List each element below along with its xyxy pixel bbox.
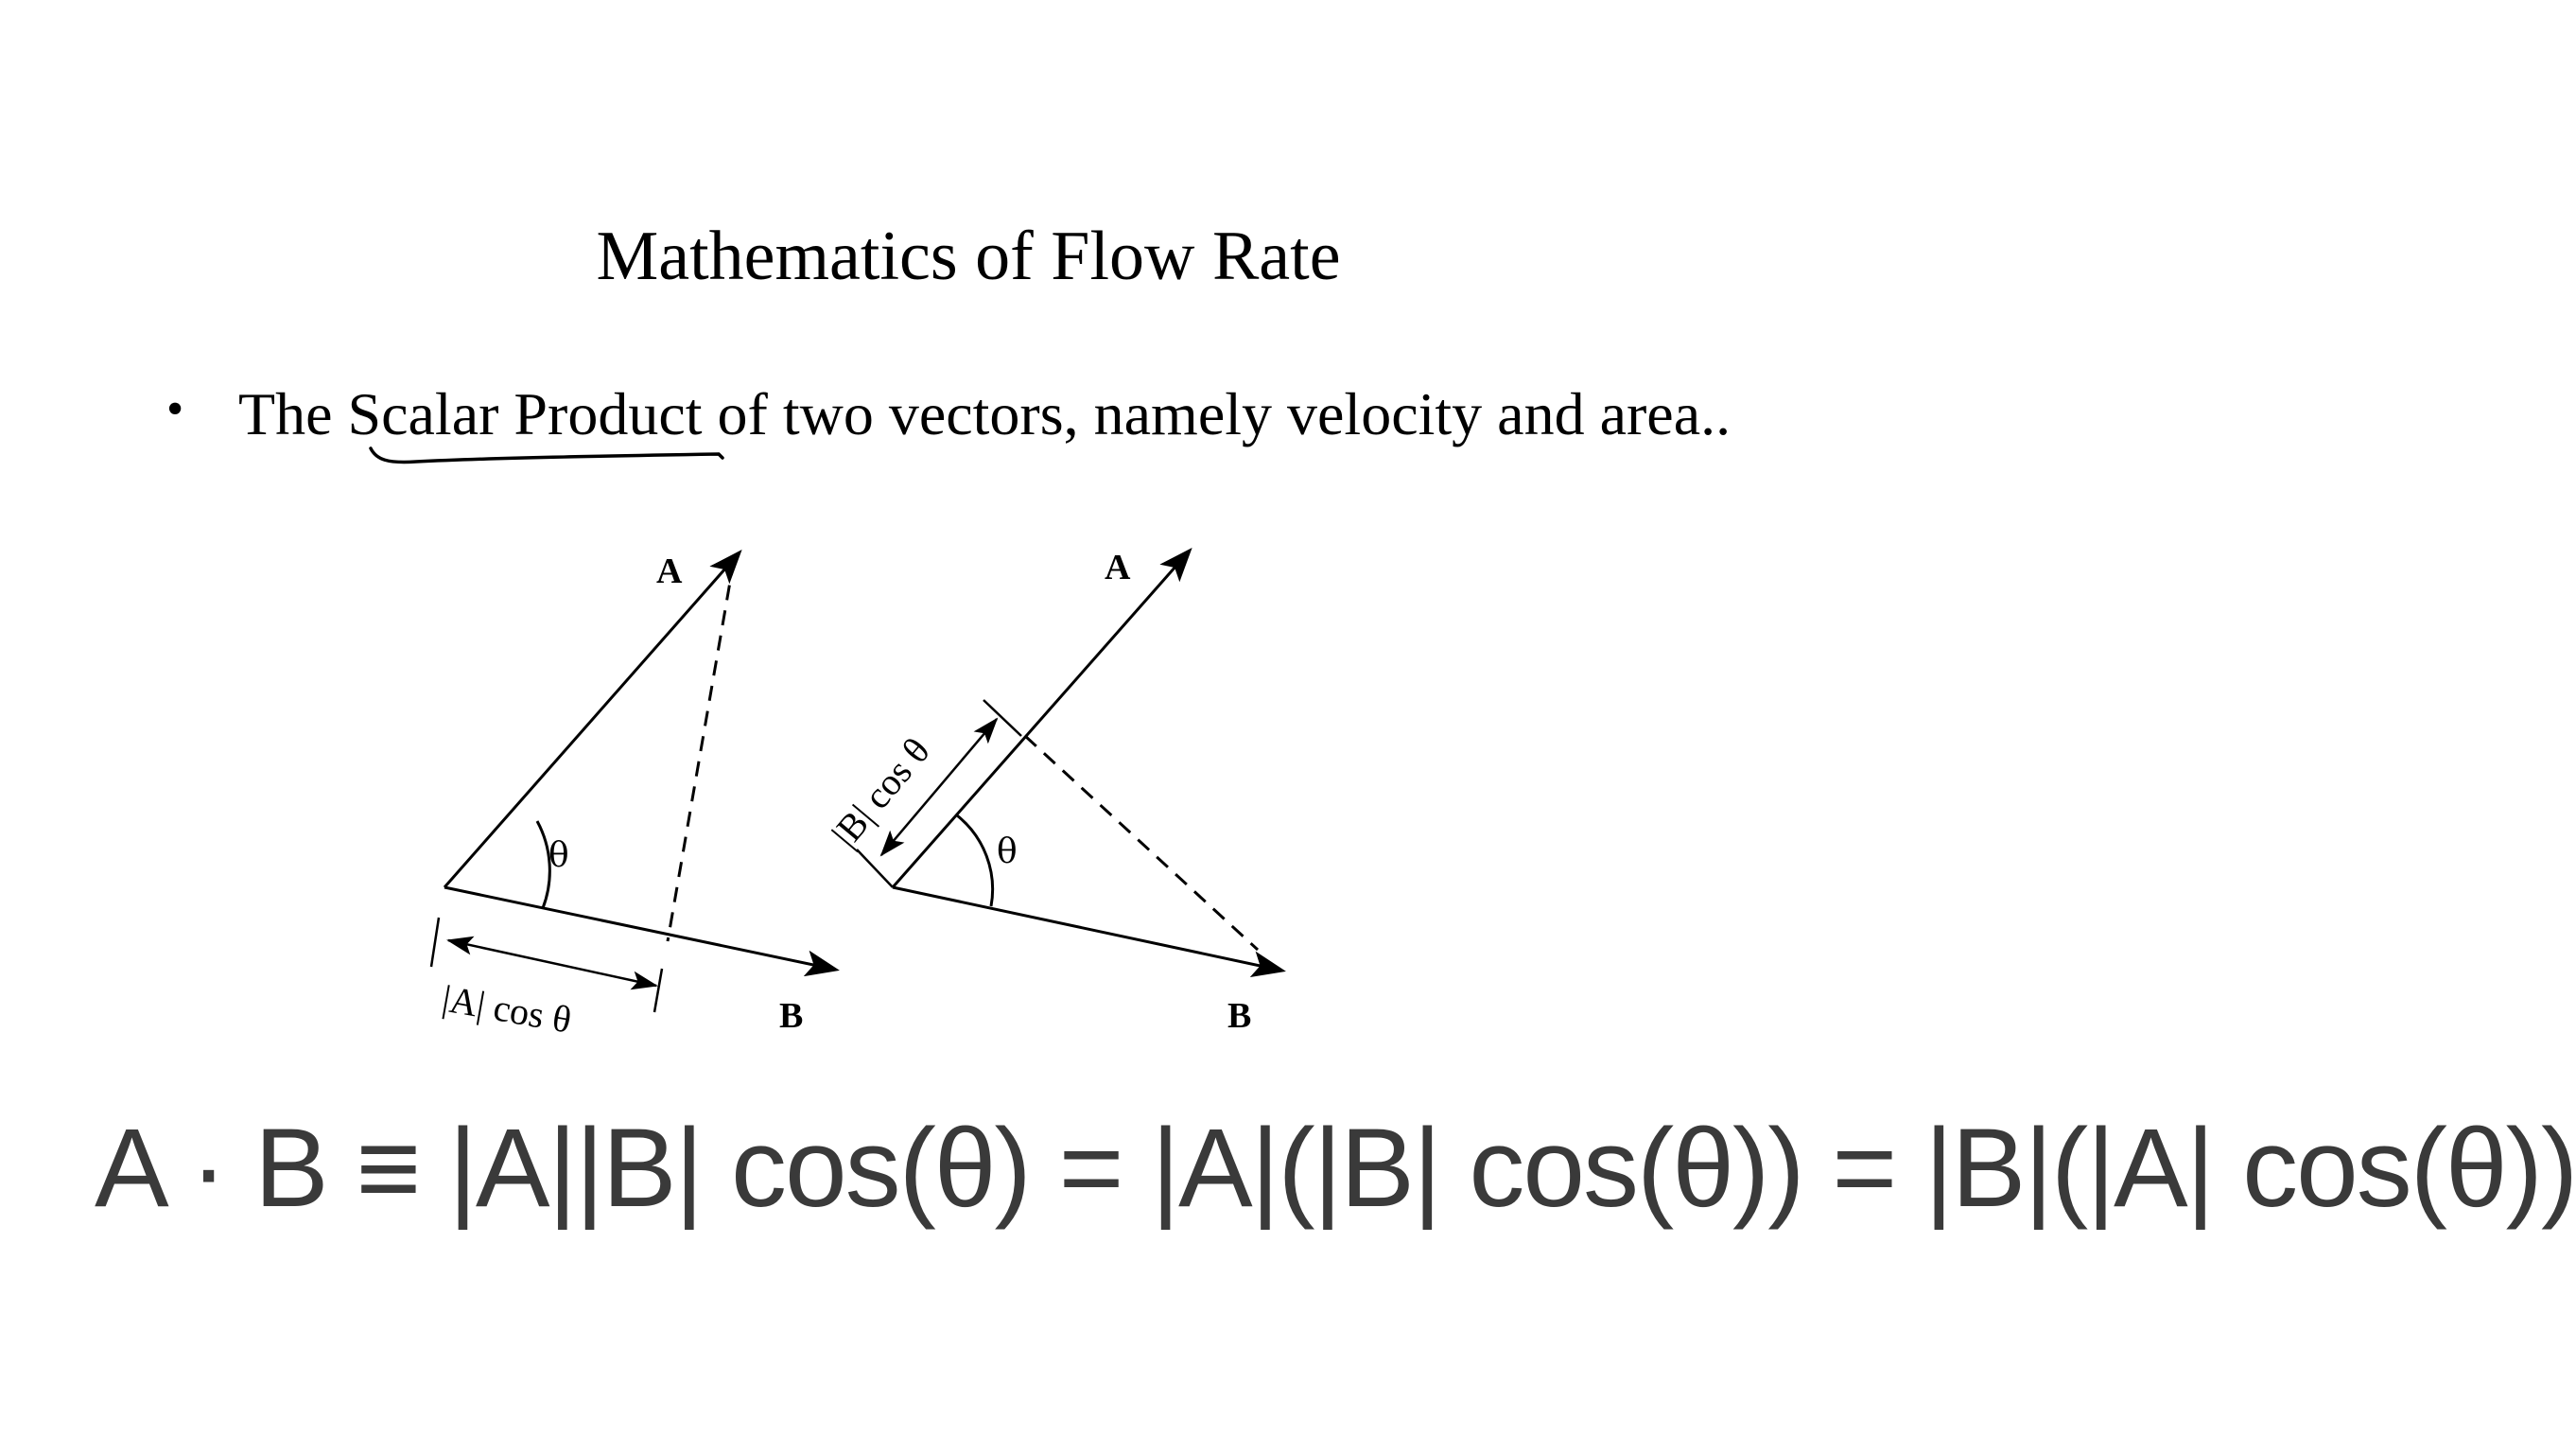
slide-title: Mathematics of Flow Rate <box>596 218 1341 295</box>
projection-dashed-line <box>668 560 734 941</box>
vector-a-arrow <box>444 552 740 887</box>
bullet-marker: • <box>166 382 184 436</box>
bullet-text: The Scalar Product of two vectors, namely velocity and area.. <box>238 380 1732 447</box>
projection-tick-end <box>654 969 662 1012</box>
projection-tick-start <box>431 918 439 967</box>
projection-label: |B| cos θ <box>823 729 938 855</box>
projection-tick-end <box>983 700 1021 736</box>
right-vector-diagram <box>823 548 1282 1036</box>
vector-a-label: A <box>656 551 683 591</box>
vector-b-label: B <box>1227 996 1252 1036</box>
projection-double-arrow <box>448 940 656 986</box>
vector-a-arrow <box>893 551 1190 887</box>
left-vector-diagram <box>431 551 836 1042</box>
handwritten-underline <box>371 448 722 462</box>
vector-b-arrow <box>893 887 1282 971</box>
angle-label: θ <box>997 832 1018 871</box>
scalar-product-formula: A · B ≡ |A||B| cos(θ) = |A|(|B| cos(θ)) = |B|(|A| cos(θ)) <box>95 1106 2576 1231</box>
projection-tick-start <box>857 849 893 887</box>
vector-b-arrow <box>444 887 836 970</box>
projection-label: |A| cos θ <box>439 976 575 1042</box>
angle-label: θ <box>548 836 569 875</box>
projection-dashed-line <box>1025 736 1258 950</box>
angle-arc <box>957 815 993 906</box>
vector-b-label: B <box>779 996 804 1036</box>
vector-a-label: A <box>1105 548 1131 587</box>
